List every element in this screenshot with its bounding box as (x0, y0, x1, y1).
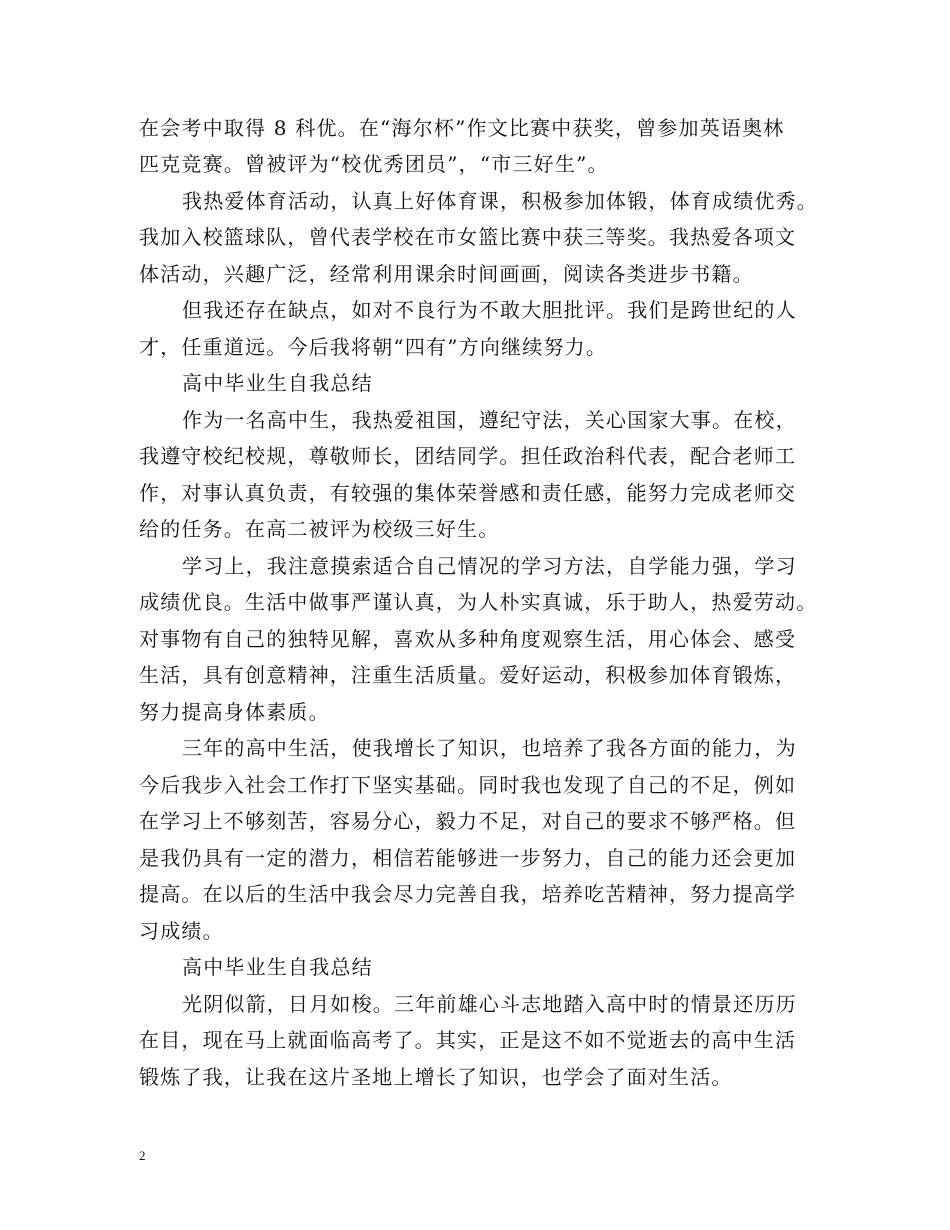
text-line: 光阴似箭，日月如梭。三年前雄心斗志地踏入高中时的情景还历历 (182, 992, 797, 1016)
text-line: 在学习上不够刻苦，容易分心，毅力不足，对自己的要求不够严格。但 (139, 809, 797, 833)
text-line: 成绩优良。生活中做事严谨认真，为人朴实真诚，乐于助人，热爱劳动。 (139, 590, 818, 614)
text-line: 在目，现在马上就面临高考了。其实，正是这不如不觉逝去的高中生活 (139, 1028, 797, 1052)
text-line: 我遵守校纪校规，尊敬师长，团结同学。担任政治科代表，配合老师工 (139, 444, 797, 468)
text-line: 我热爱体育活动，认真上好体育课，积极参加体锻，体育成绩优秀。 (182, 189, 818, 213)
text-line: 匹克竞赛。曾被评为“校优秀团员”，“市三好生”。 (139, 152, 609, 176)
text-line: 在会考中取得 8 科优。在“海尔杯”作文比赛中获奖，曾参加英语奥林 (139, 116, 785, 140)
text-line: 三年的高中生活，使我增长了知识，也培养了我各方面的能力，为 (182, 736, 797, 760)
text-line: 才，任重道远。今后我将朝“四有”方向继续努力。 (139, 335, 608, 359)
text-line: 习成绩。 (139, 919, 224, 943)
text-line: 作为一名高中生，我热爱祖国，遵纪守法，关心国家大事。在校， (182, 408, 797, 432)
text-line: 努力提高身体素质。 (139, 700, 330, 724)
text-line: 是我仍具有一定的潜力，相信若能够进一步努力，自己的能力还会更加 (139, 846, 797, 870)
text-line: 今后我步入社会工作打下坚实基础。同时我也发现了自己的不足，例如 (139, 773, 797, 797)
text-line: 但我还存在缺点，如对不良行为不敢大胆批评。我们是跨世纪的人 (182, 298, 797, 322)
text-line: 给的任务。在高二被评为校级三好生。 (139, 517, 500, 541)
text-line: 锻炼了我，让我在这片圣地上增长了知识，也学会了面对生活。 (139, 1065, 733, 1089)
text-line: 体活动，兴趣广泛，经常利用课余时间画画，阅读各类进步书籍。 (139, 262, 754, 286)
text-line: 作，对事认真负责，有较强的集体荣誉感和责任感，能努力完成老师交 (139, 481, 797, 505)
section-heading: 高中毕业生自我总结 (182, 955, 373, 979)
page-number: 2 (139, 1148, 146, 1163)
text-line: 学习上，我注意摸索适合自己情况的学习方法，自学能力强，学习 (182, 554, 797, 578)
section-heading: 高中毕业生自我总结 (182, 371, 373, 395)
text-line: 生活，具有创意精神，注重生活质量。爱好运动，积极参加体育锻炼， (139, 663, 797, 687)
text-line: 提高。在以后的生活中我会尽力完善自我，培养吃苦精神，努力提高学 (139, 882, 797, 906)
text-line: 对事物有自己的独特见解，喜欢从多种角度观察生活，用心体会、感受 (139, 627, 797, 651)
text-line: 我加入校篮球队，曾代表学校在市女篮比赛中获三等奖。我热爱各项文 (139, 225, 797, 249)
